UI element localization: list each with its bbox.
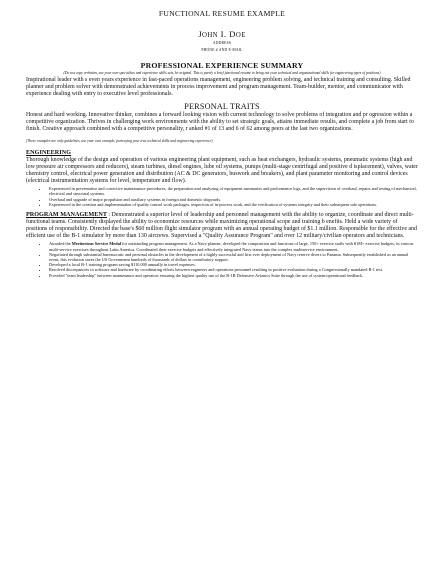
document-title: FUNCTIONAL RESUME EXAMPLE [158, 9, 286, 18]
name-last-initial: D [229, 29, 236, 39]
summary-text: Inspirational leader with s even years experience in fast-paced operations management, engineering problem solving, and technical training and consulting. Skilled planner and problem solver with demonstrated achievements in process improvement and program management. Team-builder, mentor, and communicator with experience dealing with entry to executive level professionals. [26, 76, 411, 97]
engineering-text: Thorough knowledge of the design and operation of various engineering plant equipment, such as heat exchangers, hydraulic systems, pneumatic systems (high and low pressure air compressors and reducers), steam turbines, diesel engines, lube oil systems, pumps (multi-stage centrifugal and positive d isplacement), valves, water chemistry control, electrical power generation and distribution (AC & DC generators, buswork and breakers), and plant parameter monitoring and control devices (electrical instrumentation systems for level, temperature and flow). [26, 156, 418, 185]
name-middle: I. [217, 29, 230, 39]
program-management-paragraph [26, 211, 418, 240]
summary-note: (Do not copy verbatim, use your own specialties and experience skills sets, be original. This is purely a brief functional resume to bring out your technical and organizational skills for engineering types of positions) [63, 71, 381, 75]
guidelines-note: (These examples are only guidelines, use your own example, portraying your true technical skills and engineering experience) [26, 139, 213, 144]
name-first-rest: OHN [202, 32, 218, 39]
award-suffix: for outstanding program management. As a Navy planner, developed the composition and functions of large, 150+ exercise staffs with $1M+ exercise budgets, in various multi-service exercises throughout Latin America. Coordinated their exercise budgets and effectively integrated Navy teams into the complex multiservice environment. [49, 241, 414, 252]
list-item: • Resolved discrepancies in software and hardware by coordinating efforts between engineers and operations personnel resulting in positive evaluation during a Congressionally mandated B-1 test. [48, 267, 418, 272]
program-management-heading: PROGRAM MANAGEMENT [26, 210, 107, 218]
list-item: • Experienced in preventative and corrective maintenance procedures, the preparation and analyzing of equipment summaries and performance logs, and the supervision of overhaul, repairs and testing of mechanical, electrical and structural systems. [48, 186, 418, 196]
address-line: ADDRESS [212, 41, 232, 45]
traits-heading: PERSONAL TRAITS [184, 101, 260, 111]
list-item: • Negotiated through substantial bureaucratic and personal obstacles in the development of a highly successful and first ever deployment of Navy reserve divers to Panama. Subsequently established as an annual event, this evolution saves the US Government hundreds of thousands of dollars in contributory support. [48, 252, 418, 262]
name-last-rest: OE [235, 32, 246, 39]
list-item: • Developed a local B-1 training program saving $110,000 annually in travel expenses. [48, 262, 418, 267]
engineering-bullets [26, 186, 418, 207]
name-first-initial: J [198, 29, 203, 39]
contact-line: PHONE # AND E-MAIL [201, 48, 243, 52]
summary-heading: PROFESSIONAL EXPERIENCE SUMMARY [140, 61, 304, 70]
traits-text: Honest and hard working. Innovative thinker, combines a forward looking vision with current technology to solve problems of integration and pr ogression within a competitive organization. Thrives in challenging work environments with the ability to set strategic goals, attains immediate results, and complete a job from start to finish. Creative approach combined with a competitive personality, r anked #1 of 13 and 6 of 62 among peers at the last two organizations. [26, 111, 414, 133]
program-management-text: Demonstrated a superior level of leadership and personnel management with the ability to organize, coordinate and direct multi-functional teams. Consistently displayed the ability to economize resources while maximizing operational scope and training b enefits. Held a wide variety of positions of responsibility. Directed the base's $60 million flight simulator program with an annual operating budget of $1.1 million. Responsible for the effective and efficient use of the B-1 simulator by more than 130 aircrews. Supervised a "Quality Assurance Program" and over 12 military/civilian operators and technicians. [26, 211, 417, 240]
list-item [48, 241, 418, 251]
award-name: Meritorious Service Medal [71, 241, 121, 247]
list-item: • Experienced in the creation and implementation of quality control work packages, inspection of in-process work, and the verification of systems integrity and their subsequent safe operations. [48, 202, 418, 207]
applicant-name [26, 29, 418, 39]
engineering-heading: ENGINEERING [26, 149, 72, 156]
list-item: • Provided "team leadership" between maintenance and operators ensuring the highest quality use of the B-1B Defensive Avionics Suite through the use of system/operational feedback. [48, 273, 418, 278]
list-item: • Overhaul and upgrade of major propulsion and auxiliary systems in foreign and domestic shipyards. [48, 197, 418, 202]
program-management-colon: : [106, 211, 112, 218]
award-prefix: Awarded the [49, 241, 72, 247]
program-management-bullets [26, 241, 418, 277]
